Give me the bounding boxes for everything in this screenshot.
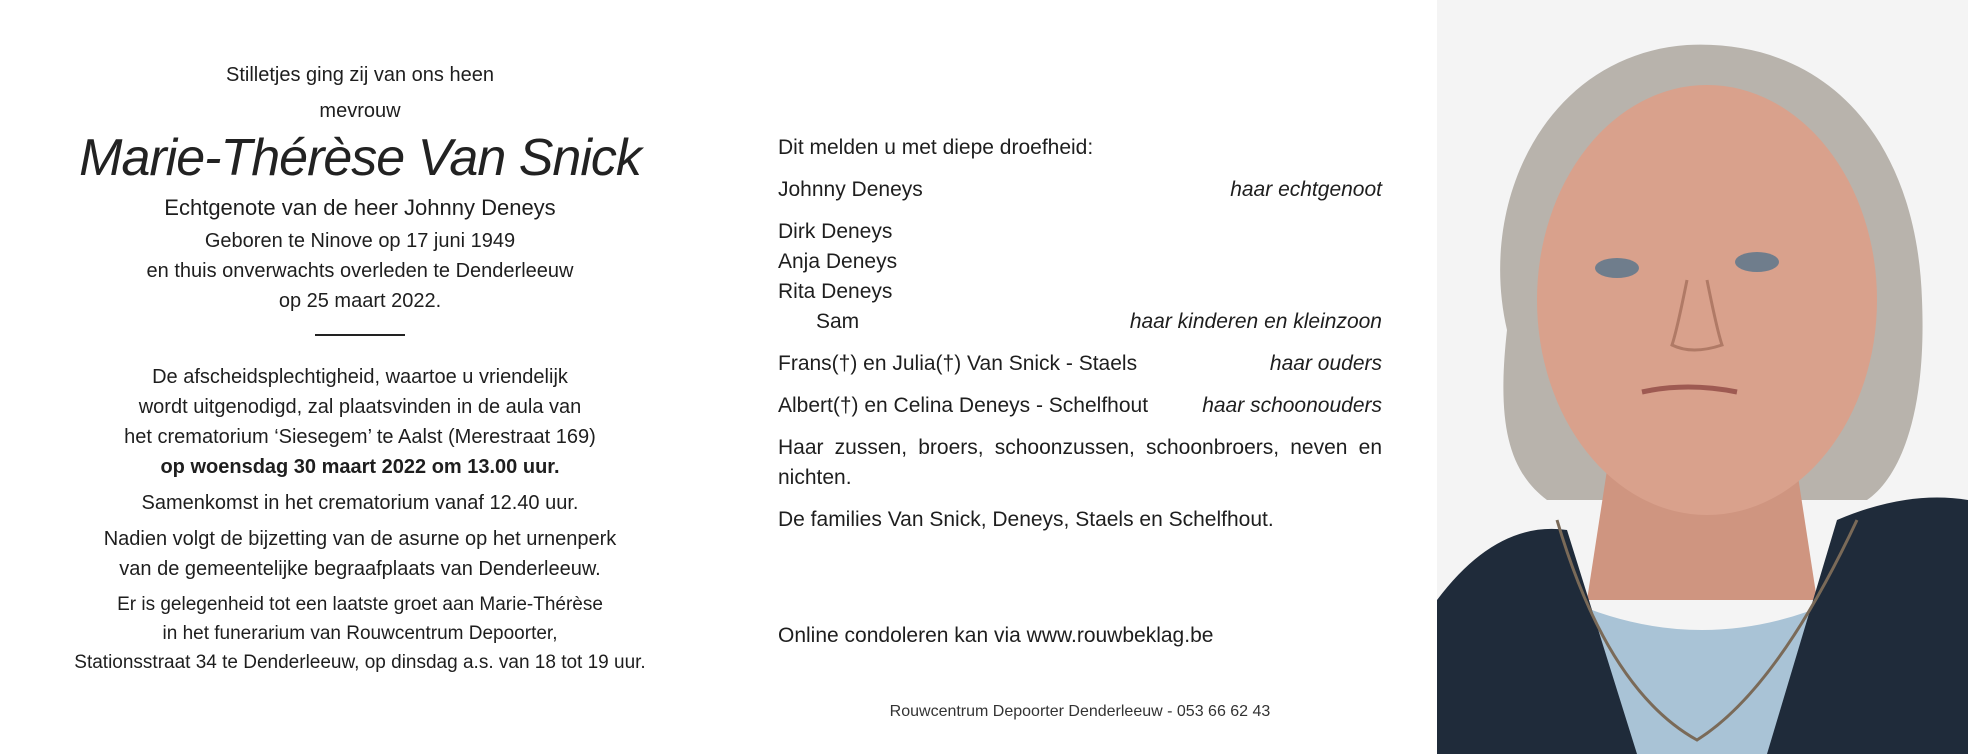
burial-line-2: van de gemeentelijke begraafplaats van Denderleeuw. [119,558,601,580]
visit-line-2: in het funerarium van Rouwcentrum Depoorter, [162,623,558,644]
inlaws-row [778,391,1382,421]
parents-names: Frans(†) en Julia(†) Van Snick - Staels [778,352,1138,375]
visit-line-3: Stationsstraat 34 te Denderleeuw, op dinsdag a.s. van 18 tot 19 uur. [74,652,646,673]
footer-contact: Rouwcentrum Depoorter Denderleeuw - 053 66 62 43 [889,703,1271,720]
inlaws-names: Albert(†) en Celina Deneys - Schelfhout [778,394,1149,417]
families-line: De families Van Snick, Deneys, Staels en Schelfhout. [778,508,1274,531]
husband-row [778,175,1382,205]
siblings-line: Haar zussen, broers, schoonzussen, schoonbroers, neven en nichten. [778,436,1382,489]
parents-row [778,349,1382,379]
obituary-left-column [30,60,690,677]
died-date: op 25 maart 2022. [278,290,442,312]
online-condolence: Online condoleren kan via www.rouwbeklag.be [778,624,1214,647]
spouse-line: Echtgenote van de heer Johnny Deneys [164,195,556,220]
portrait-eye-right [1735,252,1779,272]
ceremony-line-2: wordt uitgenodigd, zal plaatsvinden in de aula van [138,396,582,418]
family-column [778,133,1382,647]
children-relation: haar kinderen en kleinzoon [1129,310,1382,333]
ceremony-date: op woensdag 30 maart 2022 om 13.00 uur. [160,456,560,478]
portrait-eye-left [1595,258,1639,278]
honorific: mevrouw [319,100,401,122]
announce-line: Dit melden u met diepe droefheid: [778,136,1094,159]
child-name: Rita Deneys [778,280,893,303]
child-name: Dirk Deneys [778,220,893,243]
deceased-name: Marie-Thérèse Van Snick [79,129,641,187]
died-line: en thuis onverwachts overleden te Denderleeuw [146,260,574,282]
child-name: Anja Deneys [778,250,898,273]
grandchild-row [778,307,1382,337]
parents-relation: haar ouders [1269,352,1382,375]
visit-line-1: Er is gelegenheid tot een laatste groet aan Marie-Thérèse [117,594,603,615]
divider [315,334,405,336]
children-list [778,217,1382,337]
portrait-photo [1437,0,1968,754]
husband-relation: haar echtgenoot [1230,178,1382,201]
portrait-face [1537,85,1877,515]
gathering-line: Samenkomst in het crematorium vanaf 12.40 uur. [141,492,579,514]
born-line: Geboren te Ninove op 17 juni 1949 [204,230,516,252]
ceremony-line-3: het crematorium ‘Siesegem’ te Aalst (Merestraat 169) [124,426,596,448]
intro-text: Stilletjes ging zij van ons heen [226,64,494,86]
ceremony-line-1: De afscheidsplechtigheid, waartoe u vriendelijk [152,366,568,388]
husband-name: Johnny Deneys [778,178,923,201]
inlaws-relation: haar schoonouders [1202,394,1382,417]
burial-line-1: Nadien volgt de bijzetting van de asurne op het urnenperk [103,528,617,550]
grandchild-name: Sam [816,310,860,333]
